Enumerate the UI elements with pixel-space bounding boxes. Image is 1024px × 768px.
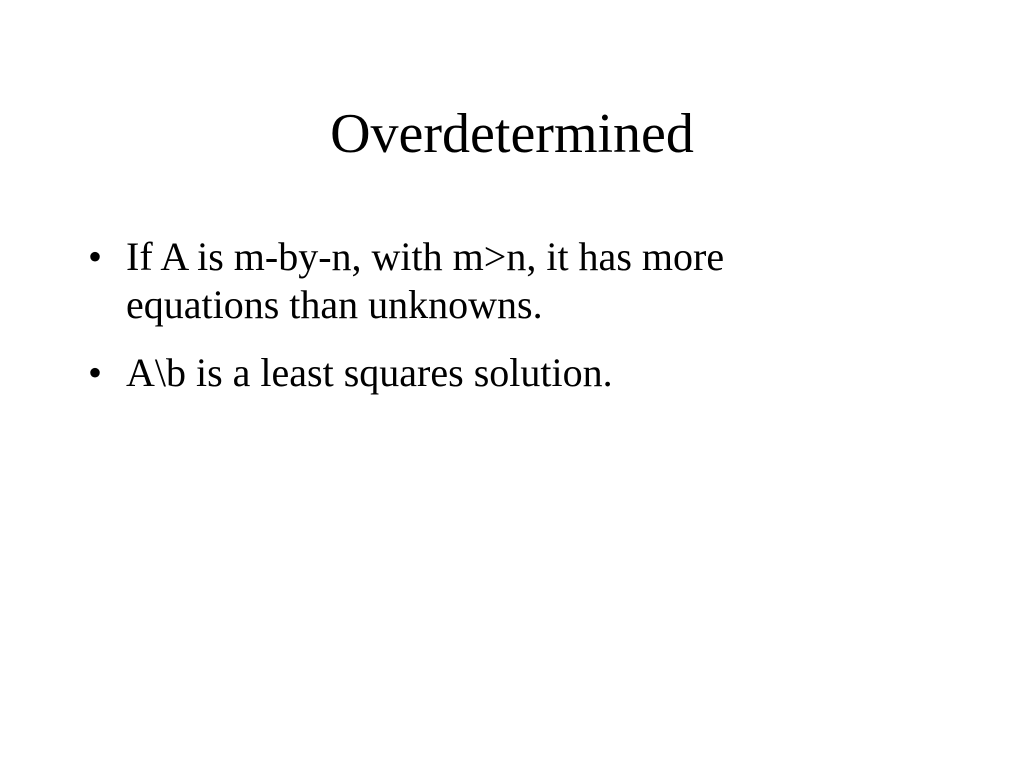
bullet-text: A\b is a least squares solution. xyxy=(126,350,613,395)
bullet-list xyxy=(88,233,848,417)
bullet-text: If A is m-by-n, with m>n, it has more equations than unknowns. xyxy=(126,234,725,327)
bullet-item xyxy=(88,349,848,397)
bullet-item xyxy=(88,233,848,329)
bullet-icon: • xyxy=(88,350,103,395)
slide-title: Overdetermined xyxy=(330,103,694,165)
bullet-icon: • xyxy=(88,234,103,279)
